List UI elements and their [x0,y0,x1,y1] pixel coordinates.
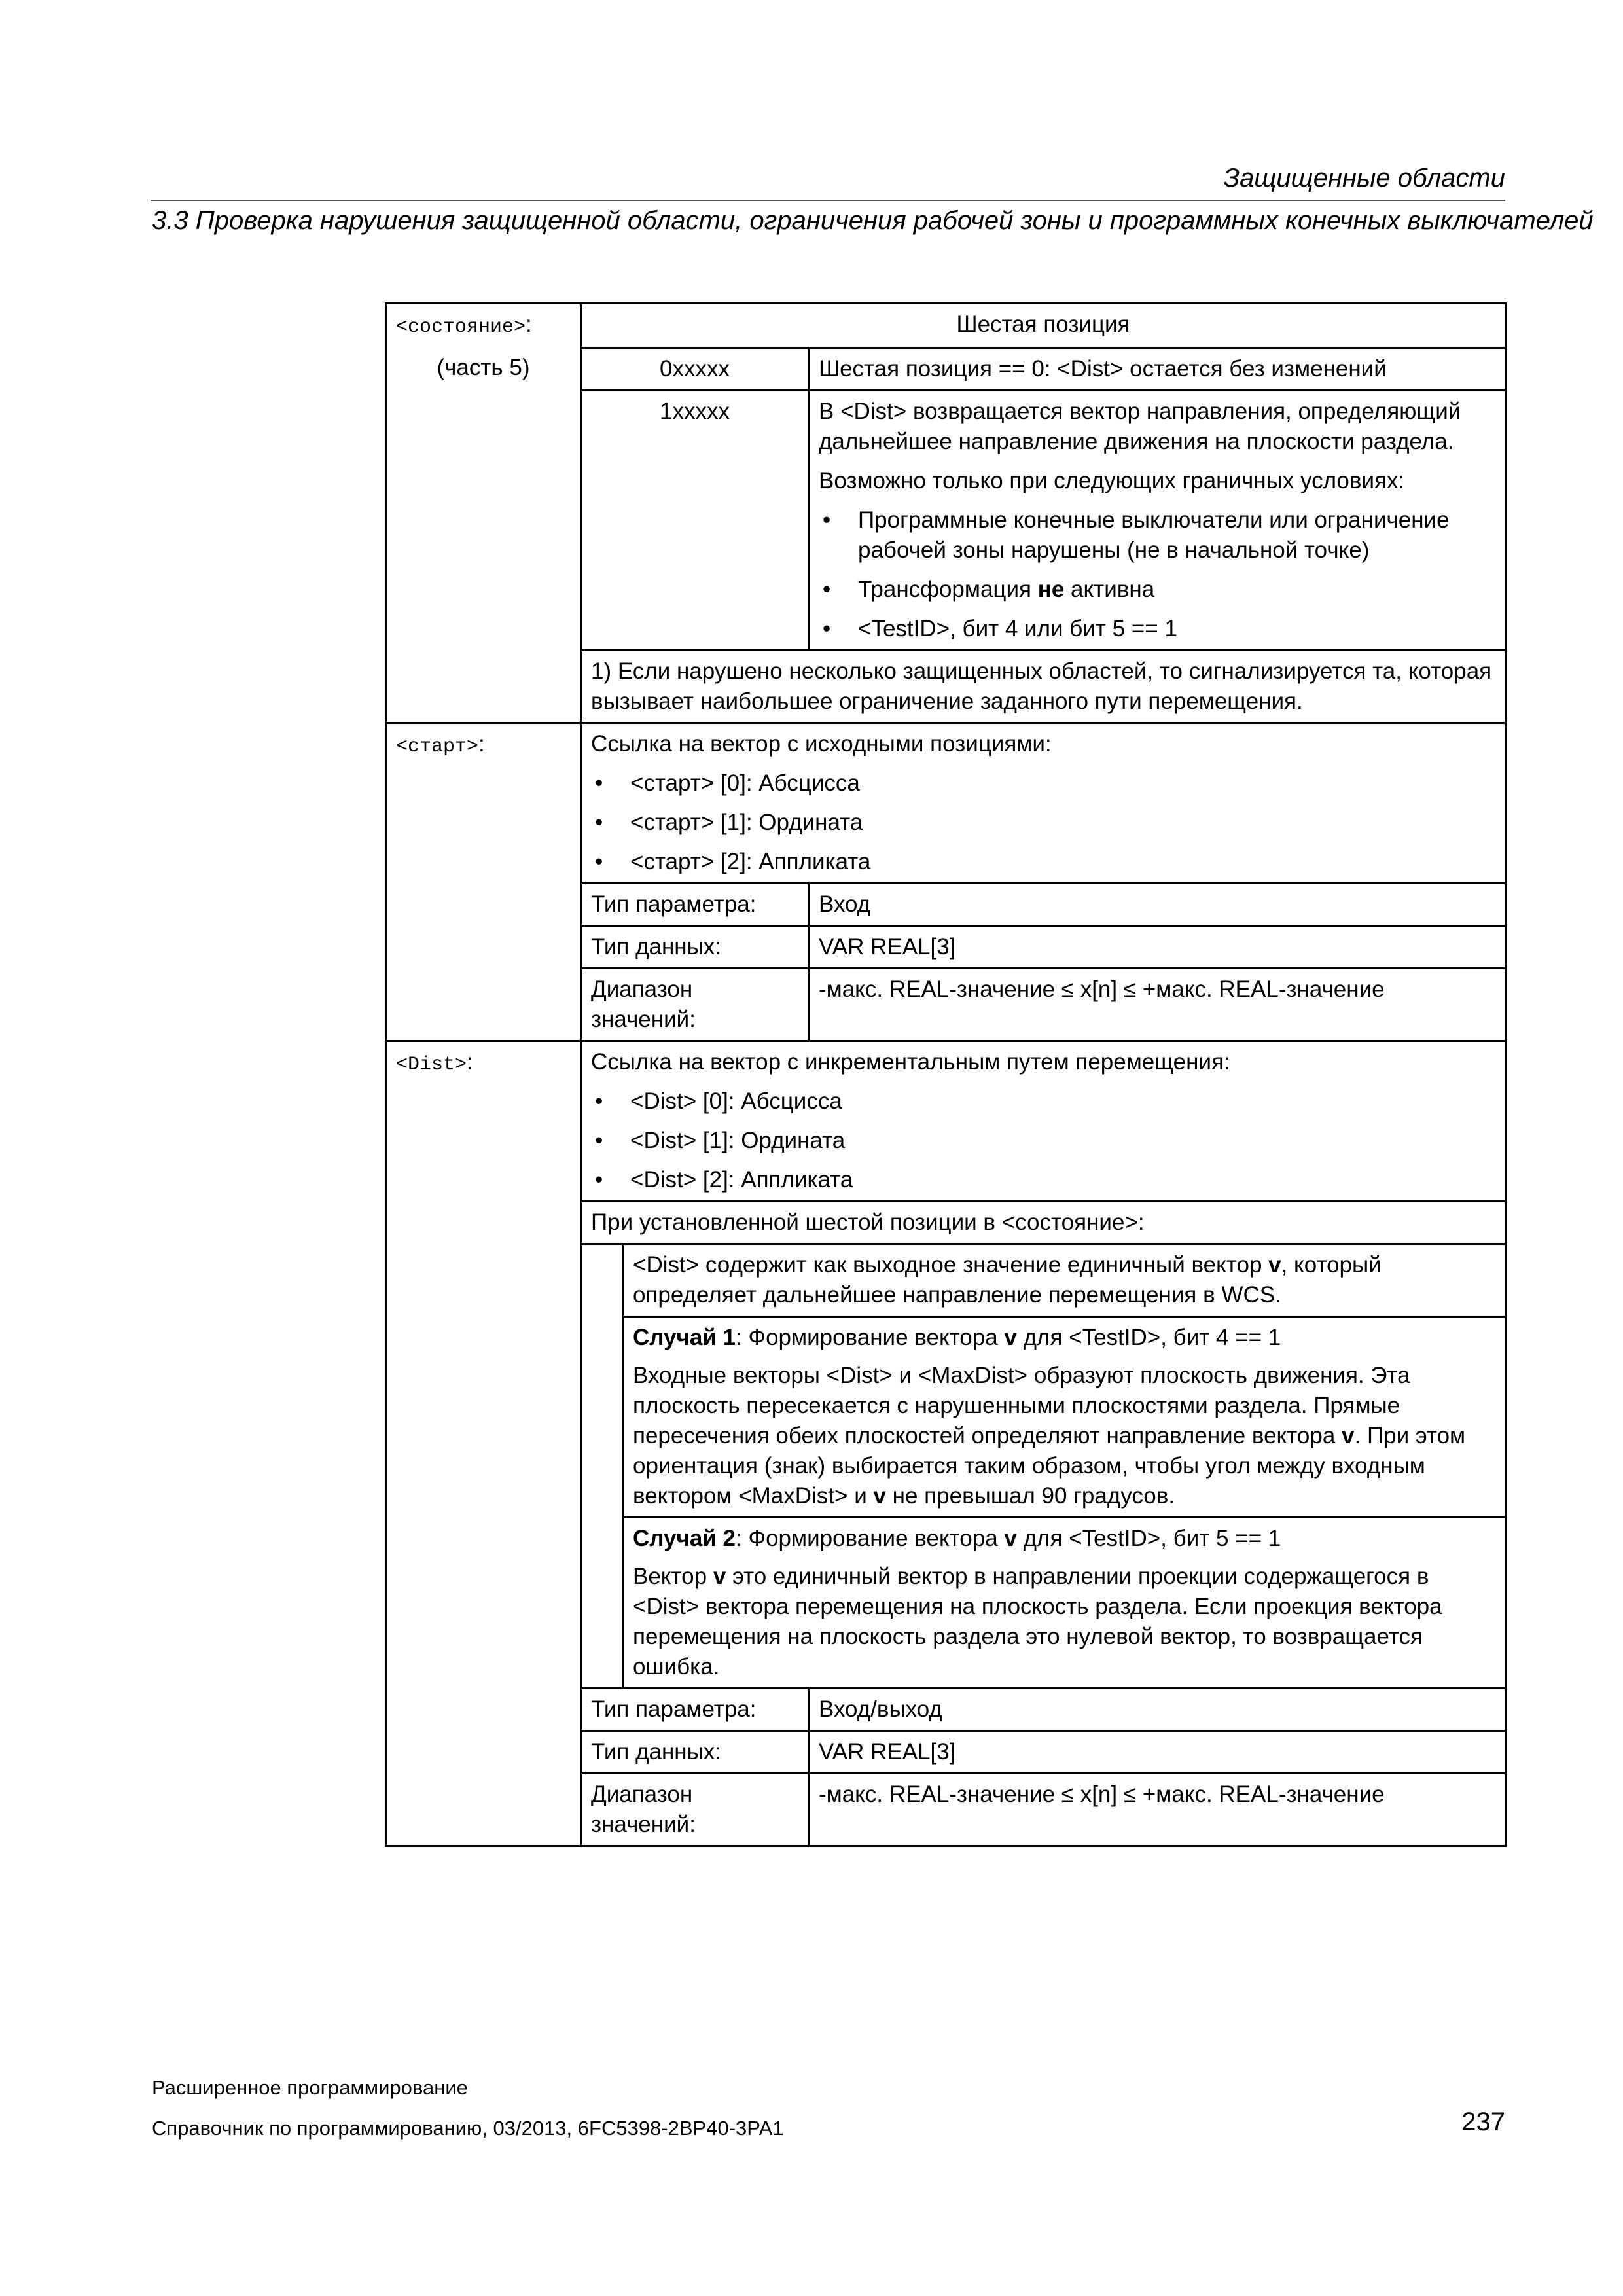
table-row [386,304,1506,348]
section-title: Защищенные области [1223,164,1505,192]
header-rule [151,200,1505,201]
table-row [386,390,1506,650]
dist-unit-vector: <Dist> содержит как выходное значение единичный вектор v, который определяет дальнейшее направление перемещения в WCS. [623,1244,1506,1316]
state-heading: Шестая позиция [581,304,1506,348]
table-row [386,925,1506,968]
list-item: • <старт> [1]: Ордината [591,808,1495,838]
dist-case-1: Случай 1: Формирование вектора v для <TestID>, бит 4 == 1 Входные векторы <Dist> и <MaxDist> образуют плоскость движения. Эта плоскость пересекается с нарушенными плоскостями раздела. Прямые пересечения обеих плоскостей определяют направление вектора v. При этом ориентация (знак) выбирается таким образом, чтобы угол между входным вектором <MaxDist> и v не превышал 90 градусов. [623,1316,1506,1517]
dist-range-label: Диапазон значений: [581,1773,809,1846]
table-row [386,348,1506,390]
dist-ptype-value: Вход/выход [809,1688,1506,1731]
param-label-dist: <Dist>: [386,1041,581,1201]
start-dtype-label: Тип данных: [581,925,809,968]
list-item: • <старт> [0]: Абсцисса [591,768,1495,798]
parameter-table [385,302,1507,1847]
table-row [386,1731,1506,1773]
list-item: • <Dist> [0]: Абсцисса [591,1086,1495,1117]
dist-range-value: -макс. REAL-значение ≤ x[n] ≤ +макс. REAL-значение [809,1773,1506,1846]
table-row [386,1244,1506,1316]
table-row [386,723,1506,883]
table-row [386,650,1506,723]
list-item: • <Dist> [1]: Ордината [591,1126,1495,1156]
table-row [386,1201,1506,1244]
state-text-1: В <Dist> возвращается вектор направления, определяющий дальнейшее направление движения на плоскости раздела. Возможно только при следующих граничных условиях: • Программные конечные выключатели или ограничение рабочей зоны нарушены (не в начальной точке) • Трансформация не активна • <TestID>, бит 4 или бит 5 == 1 [809,390,1506,650]
table-row [386,1041,1506,1201]
table-row [386,1316,1506,1517]
table-row [386,1688,1506,1731]
start-description: Ссылка на вектор с исходными позициями: • <старт> [0]: Абсцисса • <старт> [1]: Ордината • <старт> [2]: Аппликата [581,723,1506,883]
footer-doc-ref: Справочник по программированию, 03/2013, 6FC5398-2BP40-3PA1 [152,2117,784,2140]
list-item: • <TestID>, бит 4 или бит 5 == 1 [819,614,1495,644]
start-range-label: Диапазон значений: [581,968,809,1041]
dist-ptype-label: Тип параметра: [581,1688,809,1731]
dist-case-2: Случай 2: Формирование вектора v для <TestID>, бит 5 == 1 Вектор v это единичный вектор в направлении проекции содержащегося в <Dist> вектора перемещения на плоскость раздела. Если проекция вектора перемещения на плоскость раздела это нулевой вектор, то возвращается ошибка. [623,1517,1506,1688]
state-code-1: 1xxxxx [581,390,809,650]
state-text-0: Шестая позиция == 0: <Dist> остается без изменений [809,348,1506,390]
dist-description: Ссылка на вектор с инкрементальным путем перемещения: • <Dist> [0]: Абсцисса • <Dist> [1]: Ордината • <Dist> [2]: Аппликата [581,1041,1506,1201]
list-item: • Программные конечные выключатели или ограничение рабочей зоны нарушены (не в начальной точке) [819,505,1495,565]
param-label-state: <состояние>: [386,304,581,348]
table-row [386,1517,1506,1688]
list-item: • <старт> [2]: Аппликата [591,847,1495,877]
list-item: • <Dist> [2]: Аппликата [591,1165,1495,1195]
start-range-value: -макс. REAL-значение ≤ x[n] ≤ +макс. REAL-значение [809,968,1506,1041]
start-ptype-label: Тип параметра: [581,883,809,925]
state-footnote: 1) Если нарушено несколько защищенных областей, то сигнализируется та, которая вызывает наибольшее ограничение заданного пути перемещения. [581,650,1506,723]
param-label-start: <старт>: [386,723,581,883]
section-subtitle: 3.3 Проверка нарушения защищенной области, ограничения рабочей зоны и программных конечных выключателей [152,206,1594,235]
dist-sixth-position: При установленной шестой позиции в <состояние>: [581,1201,1506,1244]
page-number: 237 [1461,2108,1505,2136]
state-part: (часть 5) [386,348,581,390]
dist-dtype-label: Тип данных: [581,1731,809,1773]
table-row [386,883,1506,925]
table-row [386,968,1506,1041]
table-row [386,1773,1506,1846]
start-dtype-value: VAR REAL[3] [809,925,1506,968]
start-ptype-value: Вход [809,883,1506,925]
list-item: • Трансформация не активна [819,575,1495,605]
footer-doc-title: Расширенное программирование [152,2076,468,2099]
dist-dtype-value: VAR REAL[3] [809,1731,1506,1773]
state-code-0: 0xxxxx [581,348,809,390]
